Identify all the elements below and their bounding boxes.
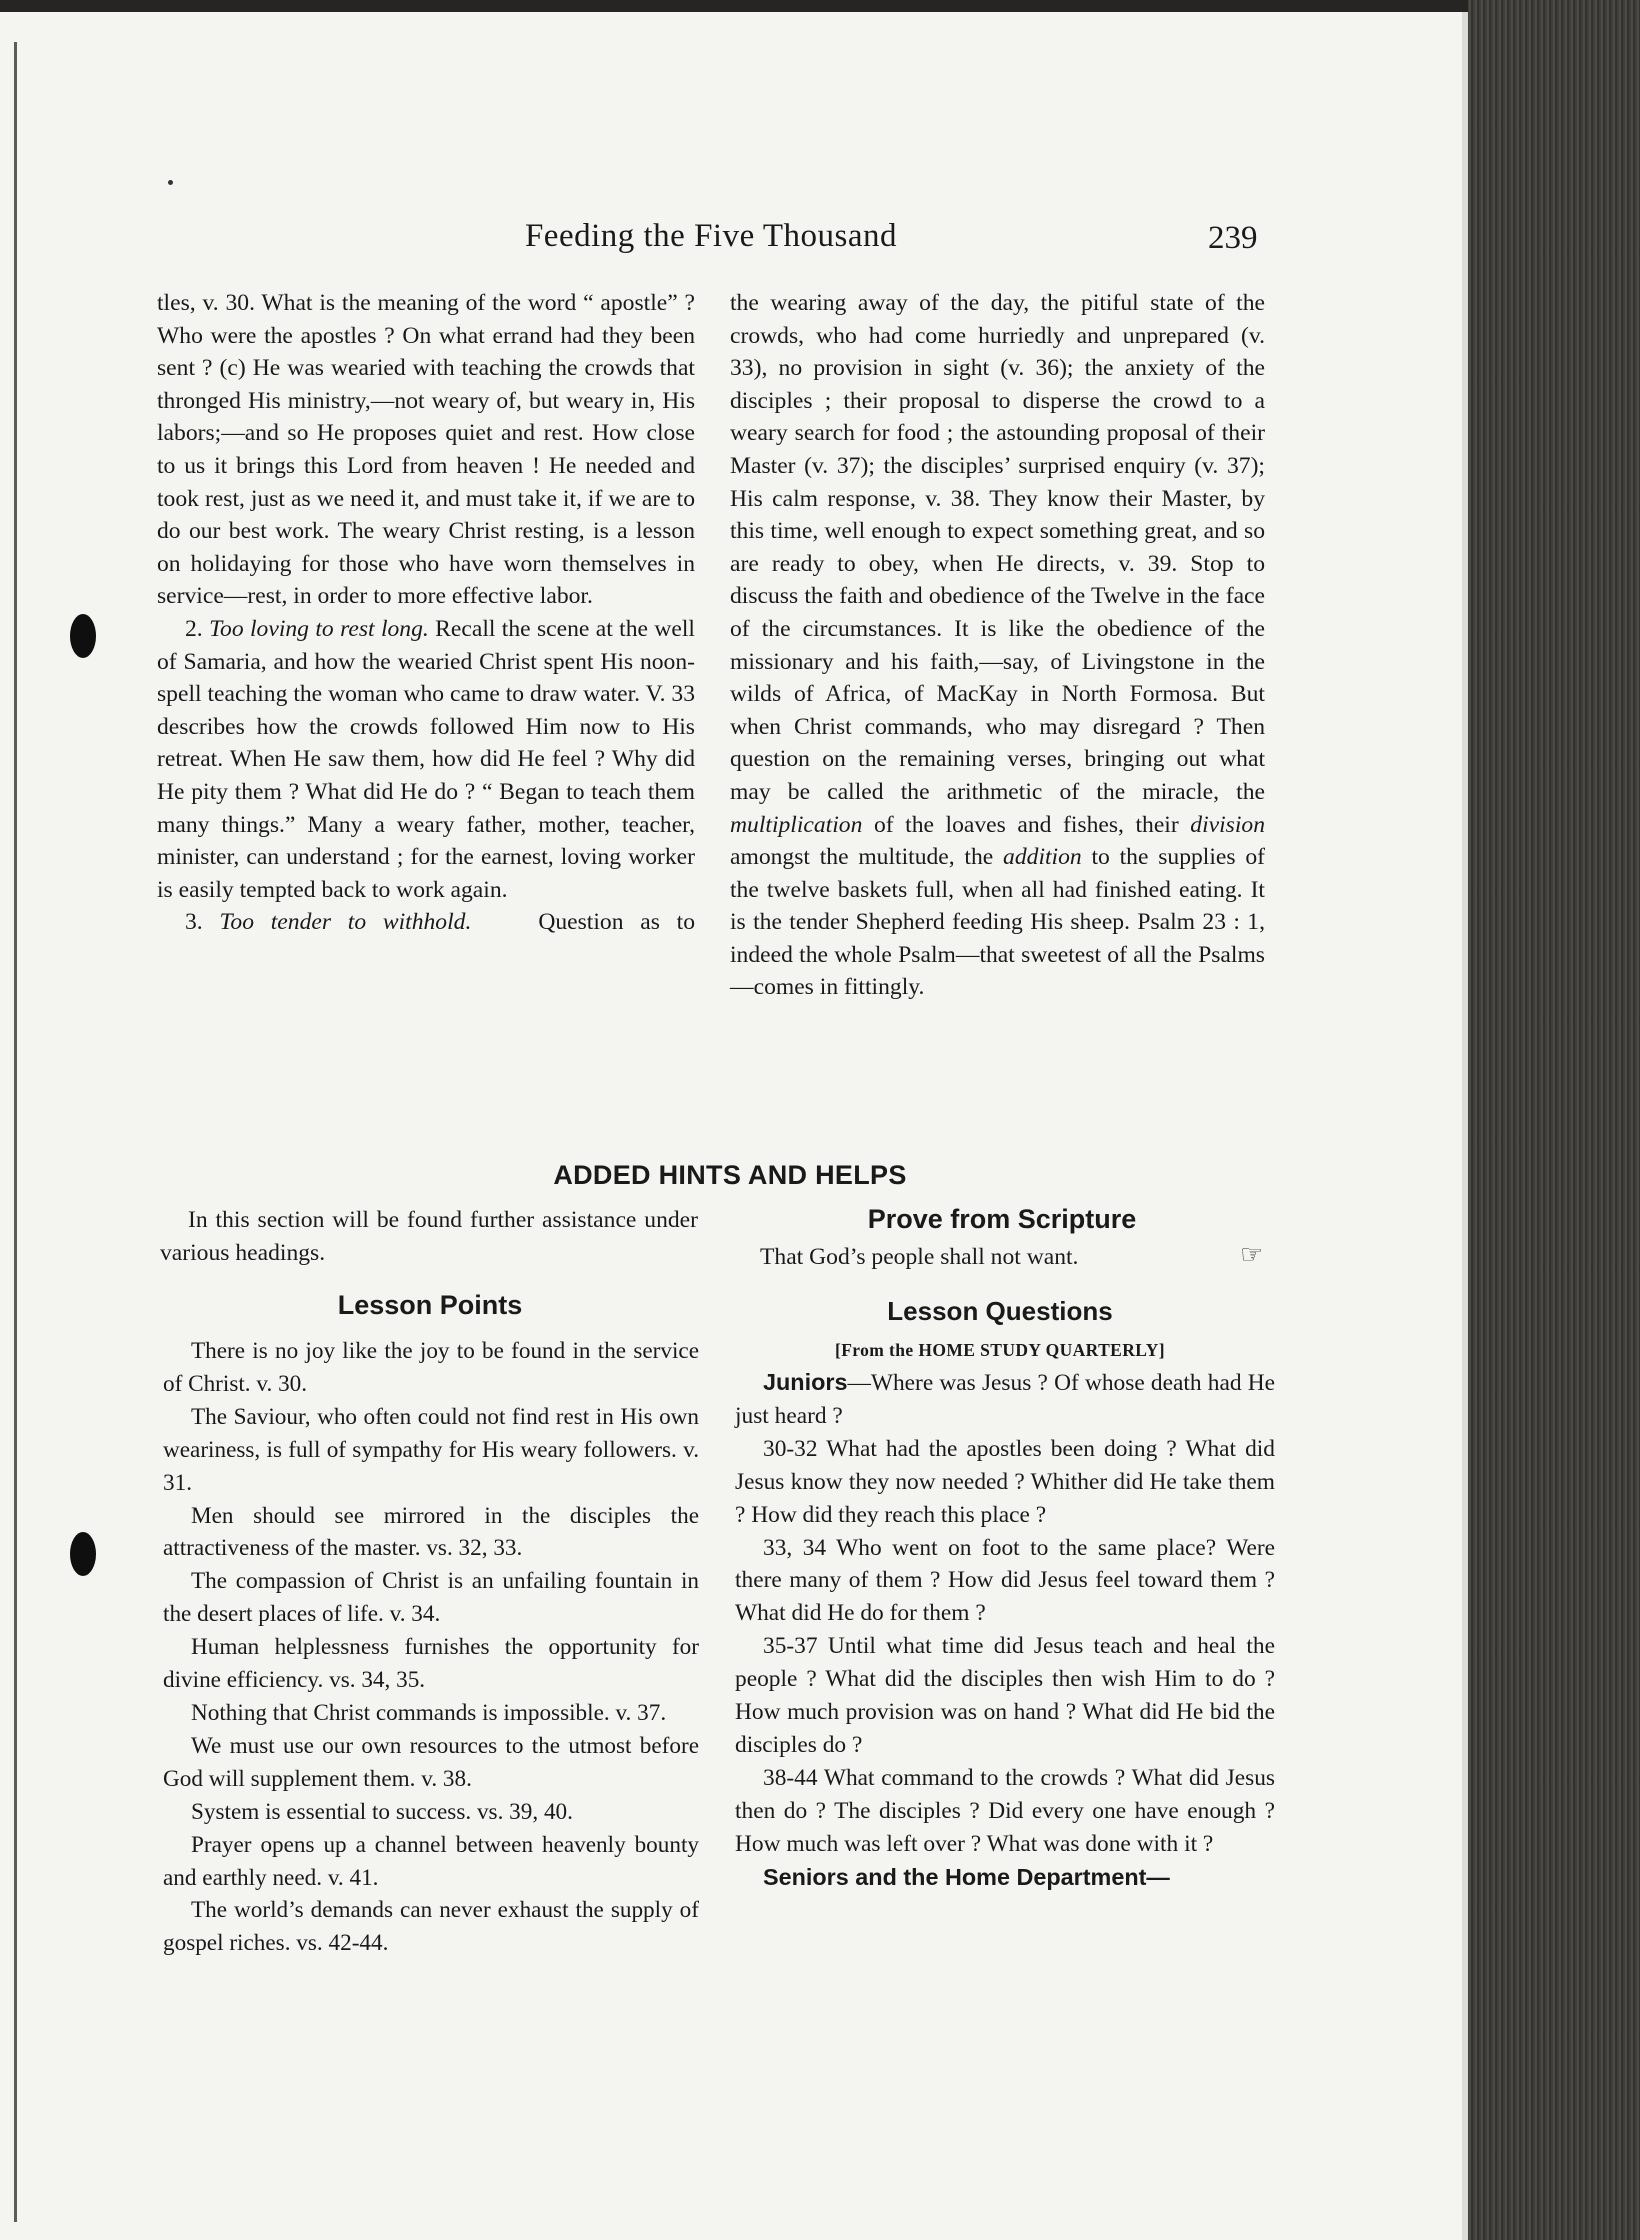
paragraph: tles, v. 30. What is the meaning of the word “ apostle” ? Who were the apostles ? On what errand had they been sent ? (c) He was wearied with teaching the crowds that thronged His ministry,—not weary of, but weary in, His labors;—and so He proposes quiet and rest. How close to us it brings this Lord from heaven ! He needed and took rest, just as we need it, and must take it, if we are to do our best work. The weary Christ resting, is a lesson on holidaying for those who have worn themselves in service—rest, in order to more effective labor. <box>157 290 695 610</box>
running-header-title: Feeding the Five Thousand <box>524 218 898 254</box>
paragraph: the wearing away of the day, the pitiful state of the crowds, who had come hurriedly and unprepared (v. 33), no provision in sight (v. 36); the anxiety of the disciples ; their proposal to disperse the crowd to a weary search for food ; the astounding proposal of their Master (v. 37); the disciples’ surprised enquiry (v. 37); His calm response, v. 38. They know their Master, by this time, well enough to expect something great, and so are ready to obey, when He directs, v. 39. Stop to discuss the faith and obedience of the Twelve in the face of the circumstances. It is like the obedience of the missionary and his faith,—say, of Livingstone in the wilds of Africa, of MacKay in North Formosa. But when Christ commands, who may disregard ? Then question on the remaining verses, bringing out what may be called the arithmetic of the miracle, the multiplication of the loaves and fishes, their division amongst the multitude, the addition to the supplies of the twelve baskets full, when all had finished eating. It is the tender Shepherd feeding His sheep. Psalm 23 : 1, indeed the whole Psalm—that sweetest of all the Psalms—comes in fittingly. <box>730 290 1265 1001</box>
lesson-point: System is essential to success. vs. 39, 40. <box>191 1798 573 1825</box>
lesson-points-list <box>163 1335 699 1960</box>
lesson-point: The world’s demands can never exhaust the supply of gospel riches. vs. 42-44. <box>163 1897 699 1957</box>
prove-from-scripture-heading: Prove from Scripture <box>867 1204 1137 1234</box>
paragraph-point-2: 2. Too loving to rest long. Recall the scene at the well of Samaria, and how the wearied Christ spent His noon-spell teaching the woman who came to draw water. V. 33 describes how the crowds followed Him now to His retreat. When He saw them, how did He feel ? Why did He pity them ? What did He do ? “ Began to teach them many things.” Many a weary father, mother, teacher, minister, can understand ; for the earnest, loving worker is easily tempted back to work again. <box>157 615 695 903</box>
binding-shadow <box>14 42 17 2222</box>
book-page-edges <box>1468 0 1640 2240</box>
punch-hole <box>70 1532 96 1576</box>
punch-hole <box>70 614 96 658</box>
lesson-questions-list <box>735 1366 1275 1894</box>
lesson-point: Human helplessness furnishes the opportunity for divine efficiency. vs. 34, 35. <box>163 1634 699 1694</box>
juniors-questions: Juniors—Where was Jesus ? Of whose death had He just heard ? <box>735 1369 1275 1429</box>
point-2-title: Too loving to rest long. <box>209 615 429 642</box>
lesson-point: The compassion of Christ is an unfailing fountain in the desert places of life. v. 34. <box>163 1568 699 1628</box>
right-column <box>730 287 1265 1004</box>
lesson-point: There is no joy like the joy to be found in the service of Christ. v. 30. <box>163 1338 699 1397</box>
question-group: 38-44 What command to the crowds ? What did Jesus then do ? The disciples ? Did every one have enough ? How much was left over ? What was done with it ? <box>735 1764 1275 1857</box>
question-group: 33, 34 Who went on foot to the same place? Were there many of them ? How did Jesus feel toward them ? What did He do for them ? <box>735 1534 1275 1627</box>
left-column <box>157 287 695 939</box>
section-heading: ADDED HINTS AND HELPS <box>553 1160 907 1190</box>
lesson-questions-heading: Lesson Questions <box>887 1296 1113 1326</box>
ink-speck <box>168 180 173 185</box>
page-number: 239 <box>1208 220 1258 256</box>
seniors-heading: Seniors and the Home Department— <box>763 1863 1170 1890</box>
question-group: 30-32 What had the apostles been doing ? What did Jesus know they now needed ? Whither did He take them ? How did they reach this place ? <box>735 1435 1275 1528</box>
section-intro: In this section will be found further assistance under various headings. <box>160 1207 698 1266</box>
lesson-point: Prayer opens up a channel between heavenly bounty and earthly need. v. 41. <box>163 1831 699 1891</box>
prove-from-scripture-text: That God’s people shall not want. <box>760 1244 1079 1270</box>
lesson-questions-source: [From the HOME STUDY QUARTERLY] <box>834 1340 1166 1360</box>
lesson-point: Nothing that Christ commands is impossible. v. 37. <box>191 1699 667 1726</box>
paragraph-point-3: 3. Too tender to withhold. Question as to <box>185 909 695 936</box>
lesson-point: Men should see mirrored in the disciples the attractiveness of the master. vs. 32, 33. <box>163 1502 699 1562</box>
point-3-title: Too tender to withhold. <box>219 909 472 936</box>
lesson-point: We must use our own resources to the utmost before God will supplement them. v. 38. <box>163 1732 699 1792</box>
lesson-points-heading: Lesson Points <box>337 1290 523 1320</box>
book-page <box>0 12 1468 2240</box>
lesson-point: The Saviour, who often could not find rest in His own weariness, is full of sympathy for His weary followers. v. 31. <box>163 1403 699 1496</box>
question-group: 35-37 Until what time did Jesus teach and heal the people ? What did the disciples then wish Him to do ? How much provision was on hand ? What did He bid the disciples do ? <box>735 1633 1275 1758</box>
pointing-hand-icon: ☞ <box>1240 1240 1264 1269</box>
